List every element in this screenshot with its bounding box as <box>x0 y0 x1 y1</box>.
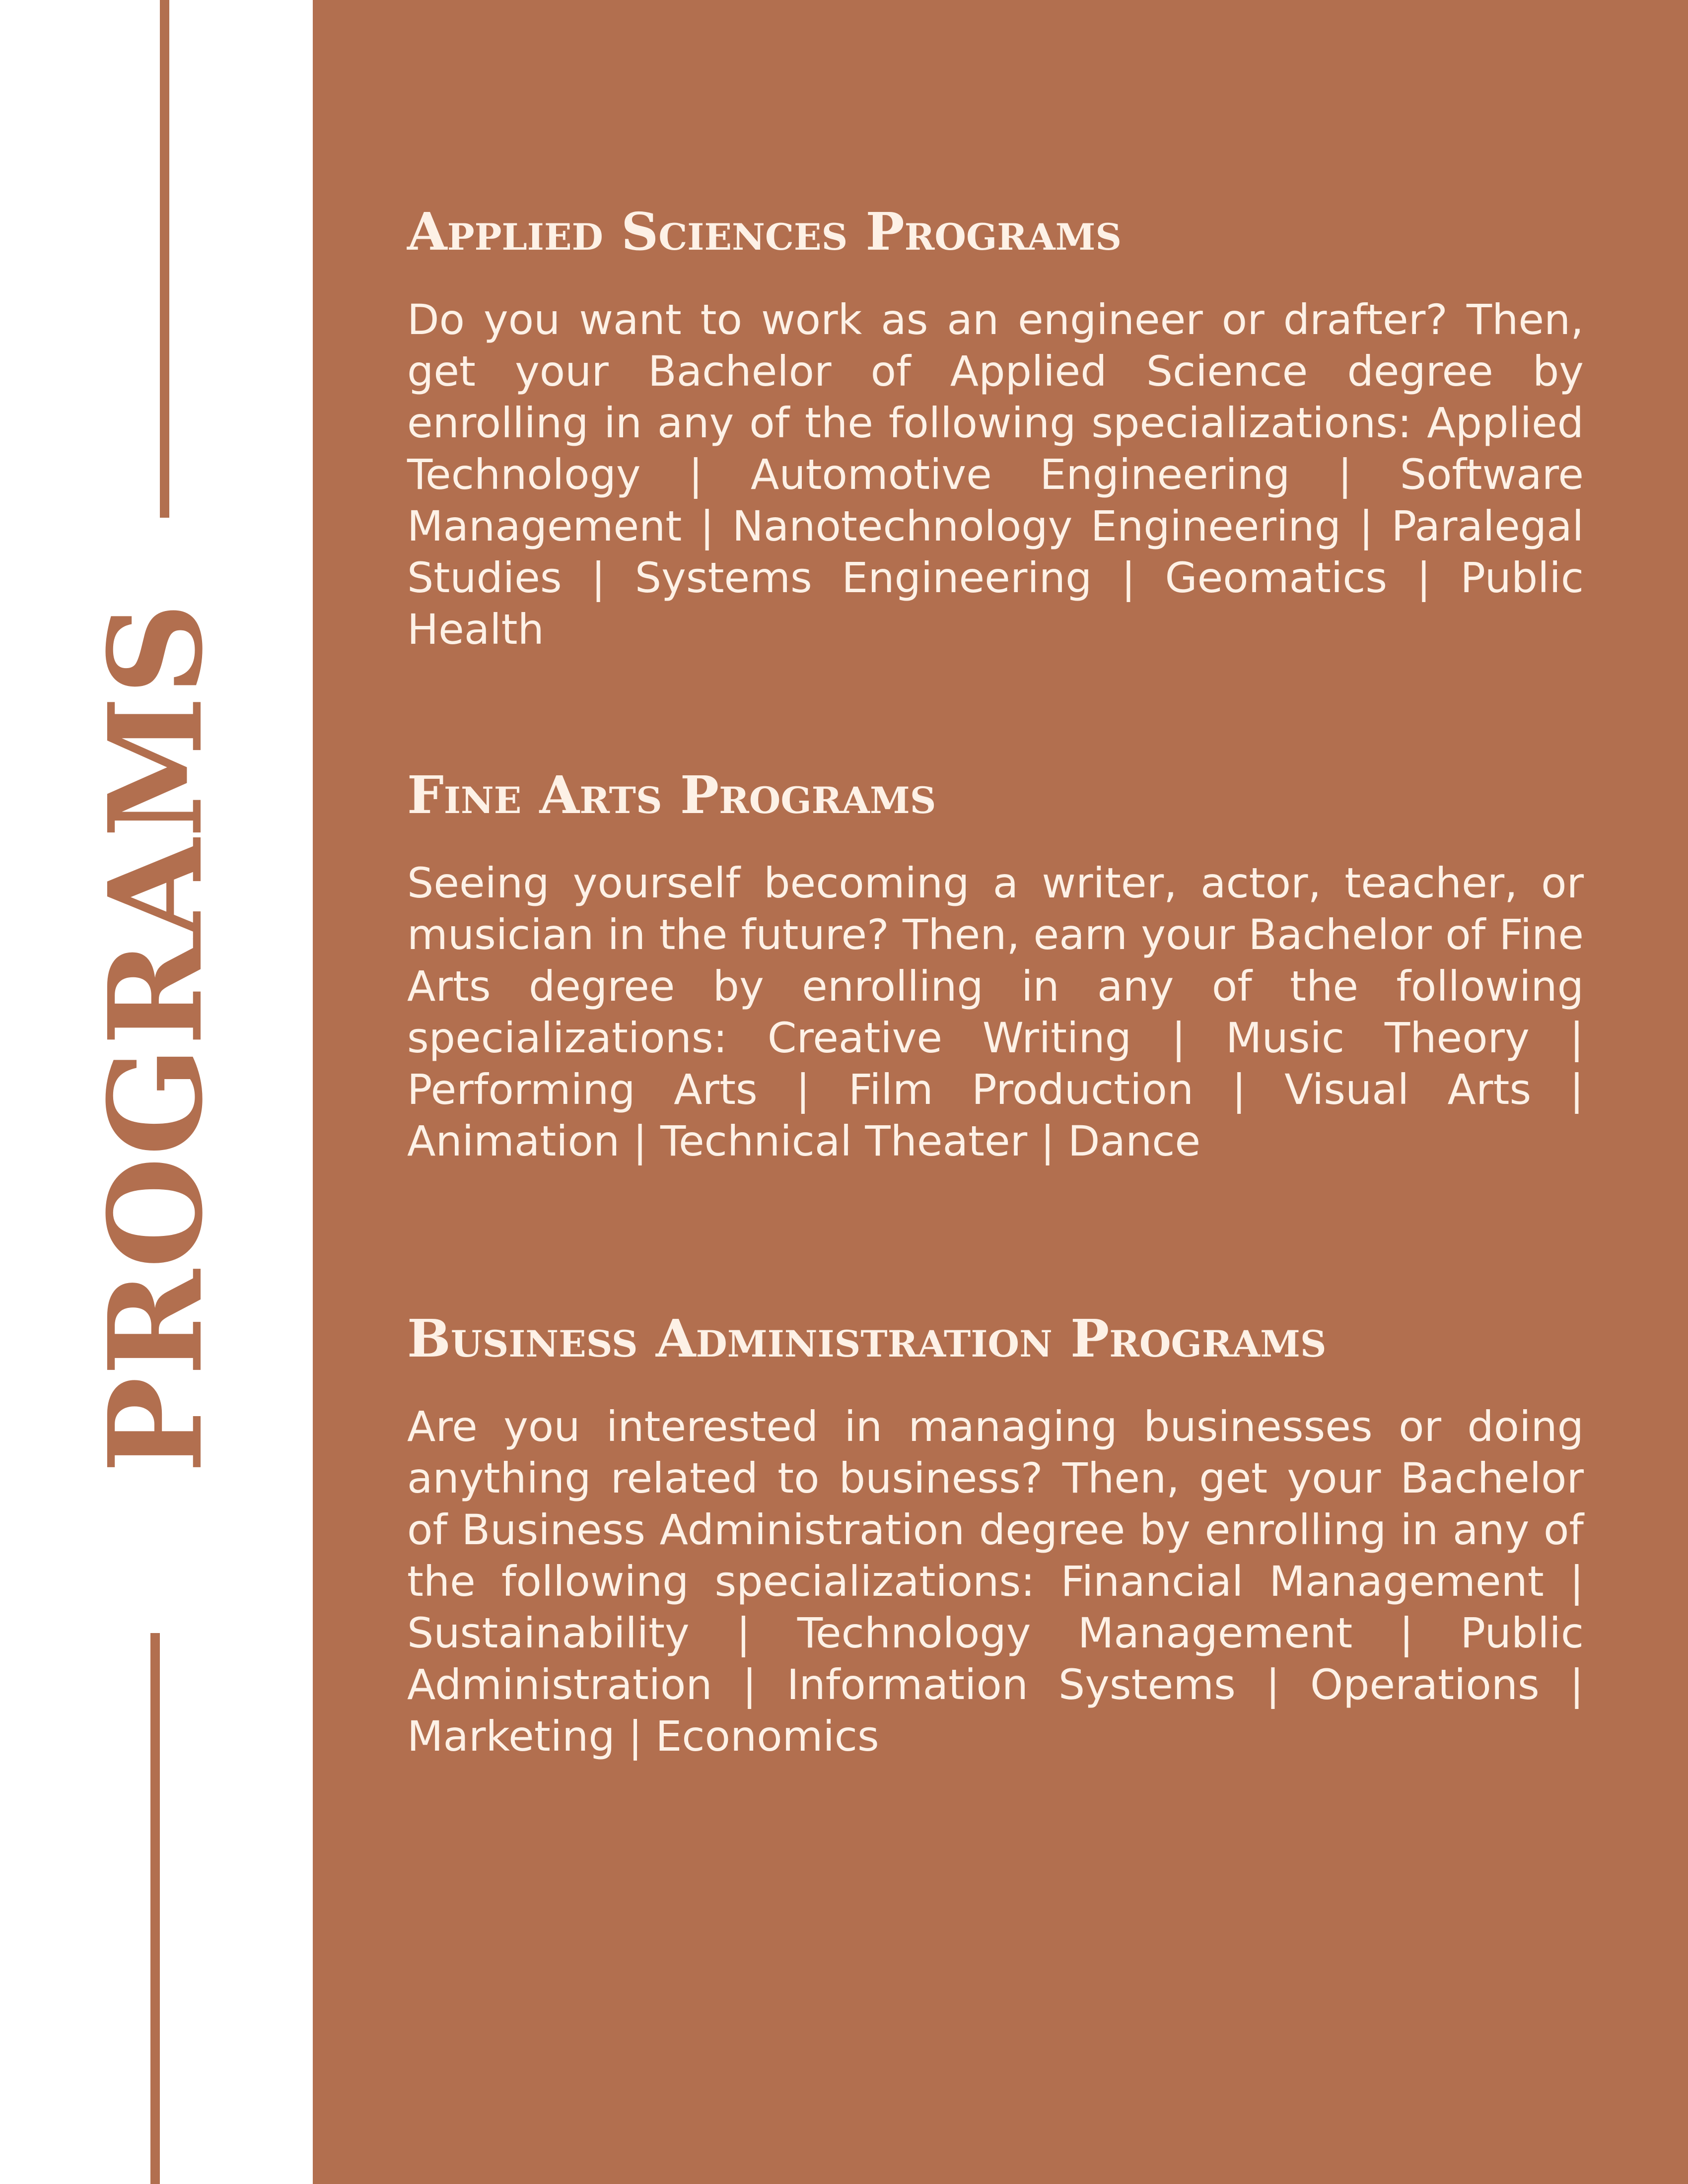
fine-arts-section <box>407 764 1584 1167</box>
applied-sciences-section <box>407 201 1584 655</box>
bottom-vertical-rule <box>150 1633 160 2184</box>
section-body: Seeing yourself becoming a writer, actor, teacher, or musician in the future? Then, earn your Bachelor of Fine Arts degree by enrolling in any of the following specializations: Creative Writing | Music Theory | Performing Arts | Film Production | Visual Arts | Animation | Technical Theater | Dance <box>407 859 1584 1166</box>
section-heading: Fine Arts Programs <box>407 764 936 825</box>
section-heading: Business Administration Programs <box>407 1308 1327 1369</box>
top-vertical-rule <box>160 0 169 518</box>
section-body: Are you interested in managing businesses or doing anything related to business? Then, get your Bachelor of Business Administration degree by enrolling in any of the following specializations: Financial Management | Sustainability | Technology Management | Public Administration | Information Systems | Operations | Marketing | Economics <box>407 1402 1584 1761</box>
section-heading: Applied Sciences Programs <box>407 201 1122 262</box>
section-body: Do you want to work as an engineer or drafter? Then, get your Bachelor of Applied Science degree by enrolling in any of the following specializations: Applied Technology | Automotive Engineering | Software Management | Nanotechnology Engineering | Paralegal Studies | Systems Engineering | Geomatics | Public Health <box>407 295 1584 654</box>
side-title: PROGRAMS <box>80 602 231 1473</box>
business-administration-section <box>407 1310 1584 1762</box>
